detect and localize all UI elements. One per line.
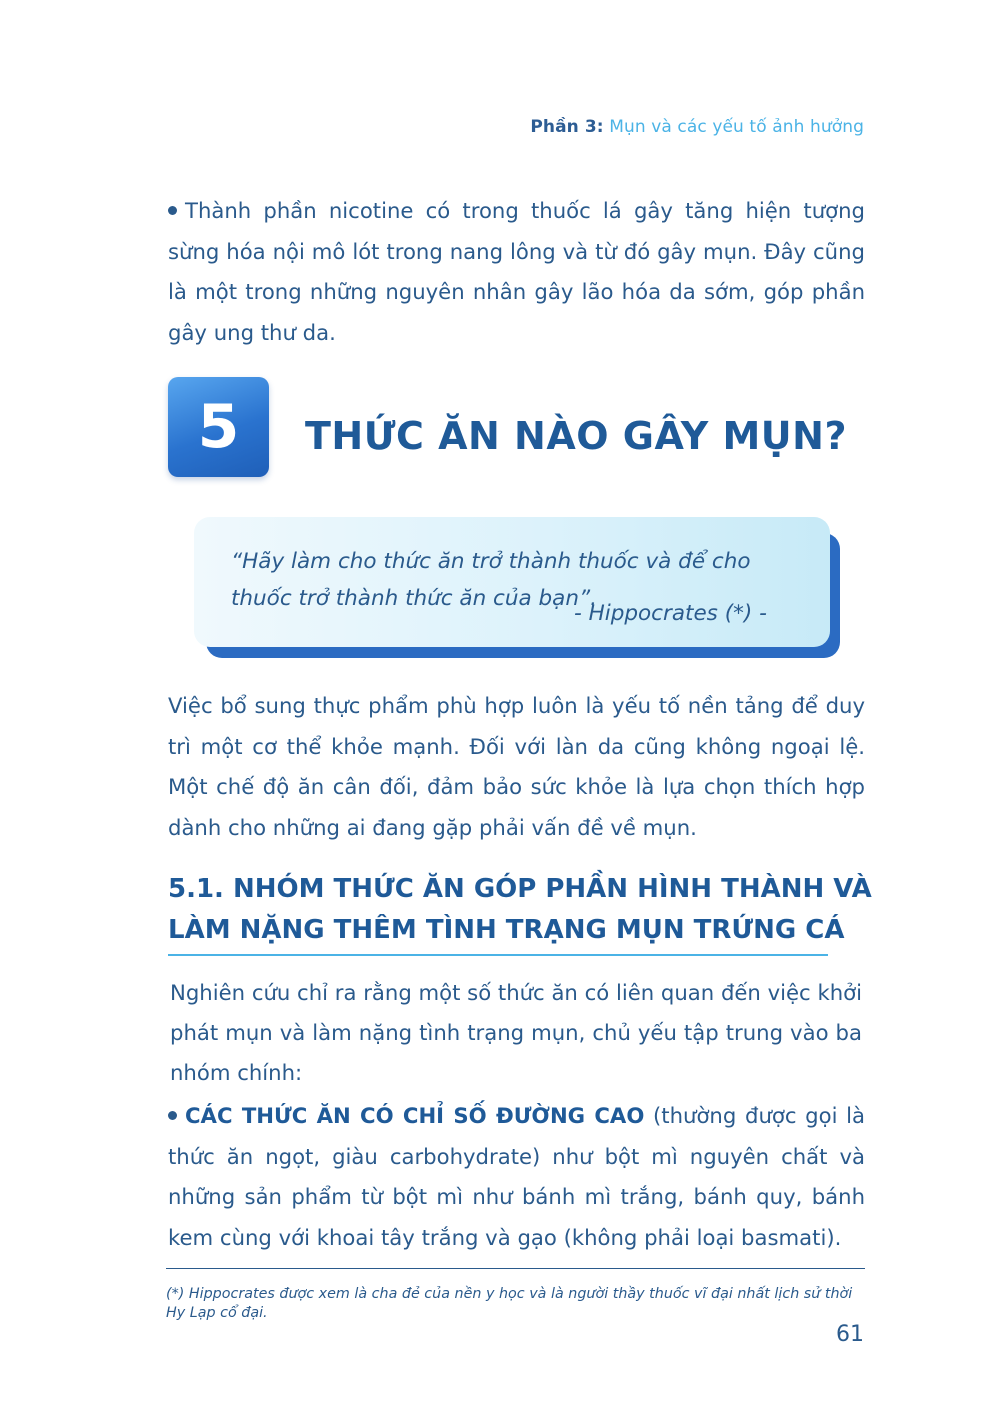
part-topic: Mụn và các yếu tố ảnh hưởng (609, 117, 864, 137)
paragraph-nicotine (168, 191, 865, 353)
quote-author: - Hippocrates (*) - (574, 601, 767, 626)
subsection-underline (168, 954, 828, 956)
part-label: Phần 3: (530, 117, 604, 137)
footnote-divider (166, 1268, 865, 1269)
bullet-icon (168, 206, 177, 215)
section-title: THỨC ĂN NÀO GÂY MỤN? (305, 414, 847, 458)
subsection-heading-line-2: LÀM NẶNG THÊM TÌNH TRẠNG MỤN TRỨNG CÁ (168, 914, 845, 945)
subsection-heading-line-1: 5.1. NHÓM THỨC ĂN GÓP PHẦN HÌNH THÀNH VÀ (168, 874, 872, 904)
page-number: 61 (836, 1322, 864, 1347)
paragraph-research: Nghiên cứu chỉ ra rằng một số thức ăn có liên quan đến việc khởi phát mụn và làm nặng tình trạng mụn, chủ yếu tập trung vào ba nhóm chính: (170, 980, 862, 1085)
running-header (530, 117, 864, 137)
section-number-badge (168, 377, 269, 477)
high-glycemic-text: (thường được gọi là thức ăn ngọt, giàu carbohydrate) như bột mì nguyên chất và những sản phẩm từ bột mì như bánh mì trắng, bánh quy, bánh kem cùng với khoai tây trắng và gạo (không phải loại basmati). (168, 1103, 866, 1250)
footnote: (*) Hippocrates được xem là cha đẻ của nền y học và là người thầy thuốc vĩ đại nhất lịch sử thời Hy Lạp cổ đại. (166, 1286, 853, 1321)
paragraph-nicotine-text: Thành phần nicotine có trong thuốc lá gây tăng hiện tượng sừng hóa nội mô lót trong nang lông và từ đó gây mụn. Đây cũng là một trong những nguyên nhân gây lão hóa da sớm, góp phần gây ung thư da. (168, 198, 865, 345)
paragraph-diet: Việc bổ sung thực phẩm phù hợp luôn là yếu tố nền tảng để duy trì một cơ thể khỏe mạnh. Đối với làn da cũng không ngoại lệ. Một chế độ ăn cân đối, đảm bảo sức khỏe là lựa chọn thích hợp dành cho những ai đang gặp phải vấn đề về mụn. (168, 693, 865, 840)
section-number: 5 (197, 392, 240, 462)
bullet-icon (168, 1111, 177, 1120)
paragraph-high-glycemic (168, 1096, 865, 1258)
quote-text: “Hãy làm cho thức ăn trở thành thuốc và để cho thuốc trở thành thức ăn của bạn”. (231, 549, 751, 611)
subsection-heading (168, 869, 888, 950)
high-glycemic-emphasis: CÁC THỨC ĂN CÓ CHỈ SỐ ĐƯỜNG CAO (185, 1103, 645, 1128)
